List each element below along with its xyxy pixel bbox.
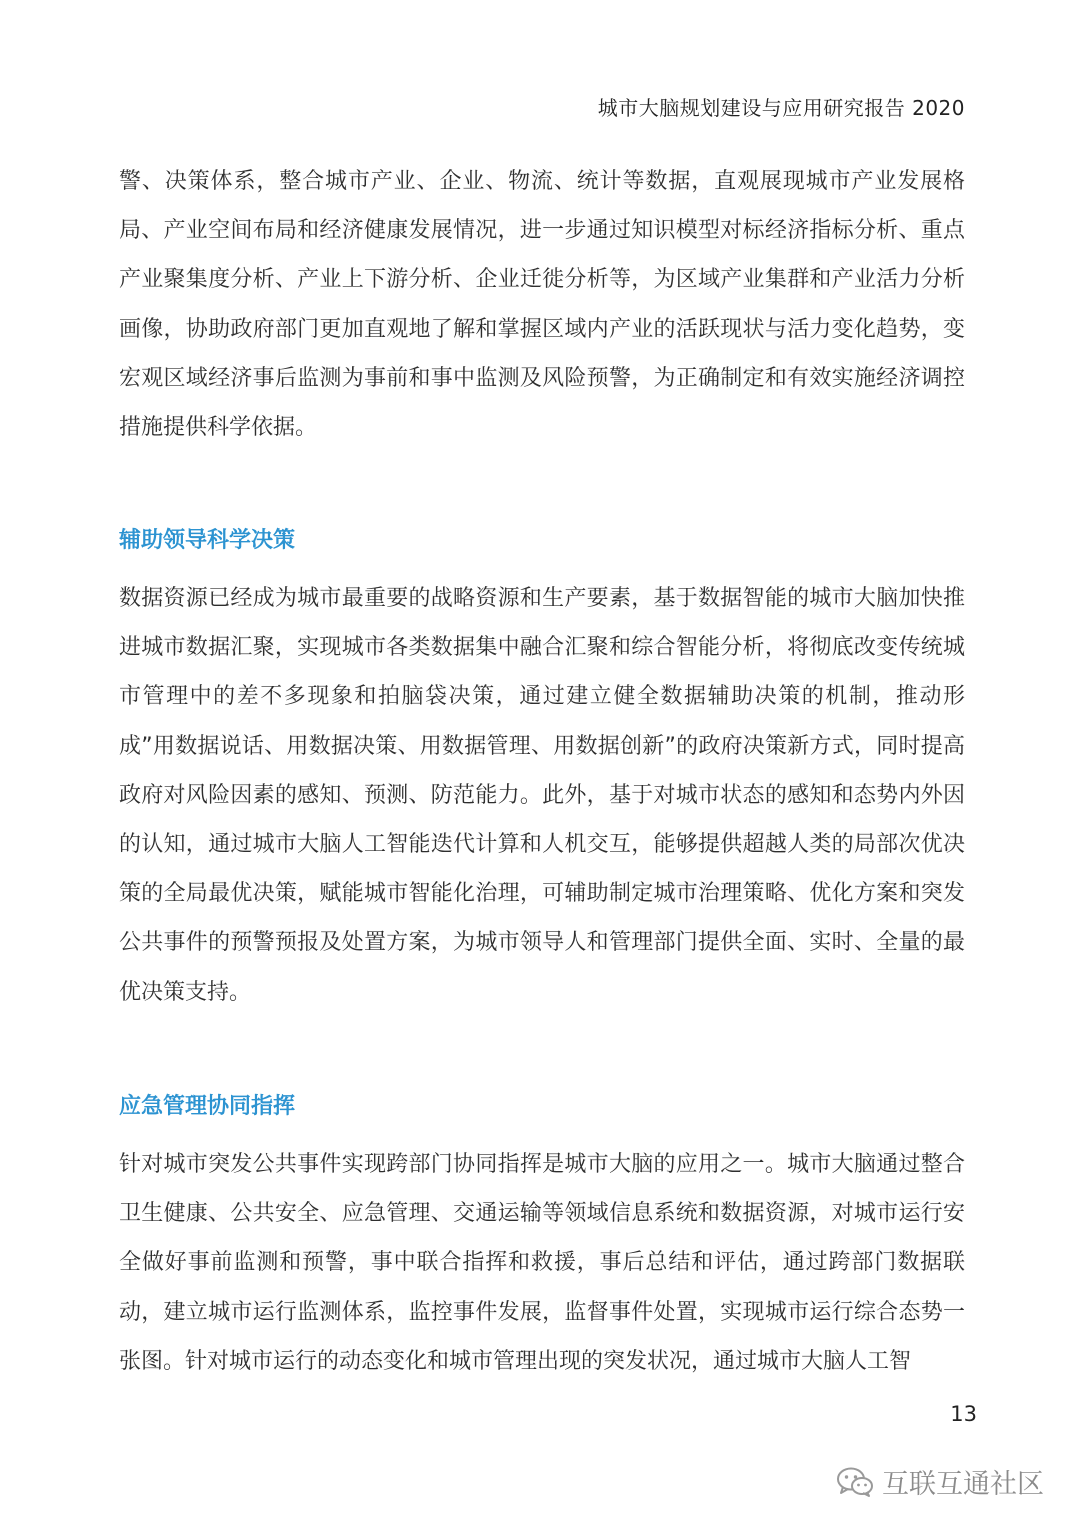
paragraph-text: 针对城市突发公共事件实现跨部门协同指挥是城市大脑的应用之一。城市大脑通过整合卫生健康、公共安全、应急管理、交通运输等领域信息系统和数据资源，对城市运行安全做好事前监测和预警，事中联合指挥和救援，事后总结和评估，通过跨部门数据联动，建立城市运行监测体系，监控事件发展，监督事件处置，实现城市运行综合态势一张图。针对城市运行的动态变化和城市管理出现的突发状况，通过城市大脑人工智 [119,1152,965,1374]
section-heading-emergency-command [119,1092,965,1122]
section-heading-text: 辅助领导科学决策 [119,528,296,553]
paragraph-decision-support [119,574,965,1017]
paragraph-emergency-command [119,1140,965,1386]
page-number: 13 [950,1402,977,1426]
paragraph-continued [119,157,965,452]
paragraph-text: 数据资源已经成为城市最重要的战略资源和生产要素，基于数据智能的城市大脑加快推进城市数据汇聚，实现城市各类数据集中融合汇聚和综合智能分析，将彻底改变传统城市管理中的差不多现象和拍脑袋决策，通过建立健全数据辅助决策的机制，推动形成”用数据说话、用数据决策、用数据管理、用数据创新”的政府决策新方式，同时提高政府对风险因素的感知、预测、防范能力。此外，基于对城市状态的感知和态势内外因的认知，通过城市大脑人工智能迭代计算和人机交互，能够提供超越人类的局部次优决策的全局最优决策，赋能城市智能化治理，可辅助制定城市治理策略、优化方案和突发公共事件的预警预报及处置方案，为城市领导人和管理部门提供全面、实时、全量的最优决策支持。 [119,586,965,1005]
watermark-text: 互联互通社区 [882,1469,1044,1500]
page-header-title: 城市大脑规划建设与应用研究报告 2020 [597,96,965,120]
section-heading-text: 应急管理协同指挥 [119,1094,296,1119]
section-heading-decision-support [119,526,965,556]
wechat-icon [836,1466,874,1498]
paragraph-text: 警、决策体系，整合城市产业、企业、物流、统计等数据，直观展现城市产业发展格局、产业空间布局和经济健康发展情况，进一步通过知识模型对标经济指标分析、重点产业聚集度分析、产业上下游分析、企业迁徙分析等，为区域产业集群和产业活力分析画像，协助政府部门更加直观地了解和掌握区域内产业的活跃现状与活力变化趋势，变宏观区域经济事后监测为事前和事中监测及风险预警，为正确制定和有效实施经济调控措施提供科学依据。 [119,169,965,441]
watermark [836,1462,1044,1501]
